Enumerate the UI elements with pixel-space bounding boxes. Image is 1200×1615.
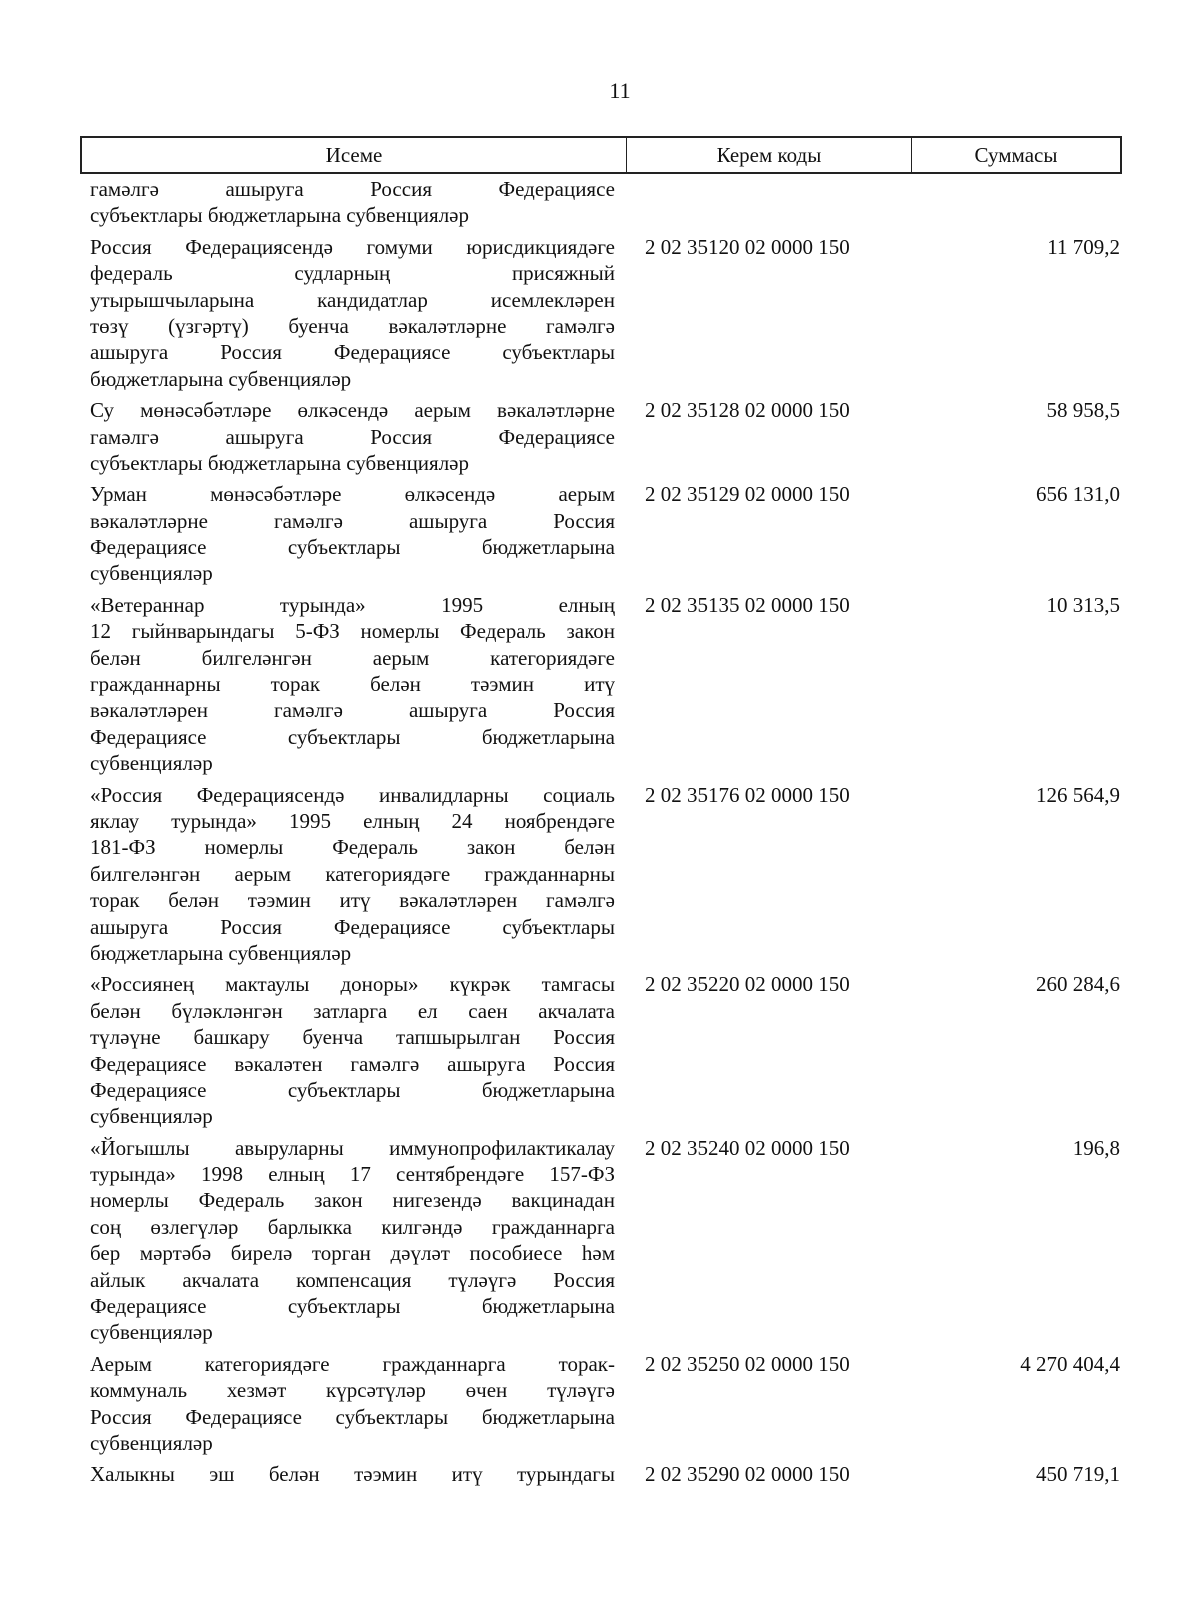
row-sum: 126 564,9	[1036, 782, 1120, 807]
table-row	[90, 176, 1120, 229]
row-name-line: субвенцияләр	[90, 1430, 213, 1455]
row-name-line: билгеләнгән аерым категориядәге гражданнарны	[90, 861, 615, 886]
table-row	[90, 234, 1120, 392]
row-name-line: субъектлары бюджетларына субвенцияләр	[90, 203, 470, 228]
row-name-line: Аерым категориядәге гражданнарга торак-	[90, 1351, 615, 1376]
row-name-line: яклау турында» 1995 елның 24 ноябрендәге	[90, 808, 615, 833]
column-header-code: Керем коды	[627, 138, 912, 172]
row-name-line: «Ветераннар турында» 1995 елның	[90, 592, 615, 617]
row-name-line: Федерациясе субъектлары бюджетларына	[90, 535, 615, 560]
row-name	[90, 481, 615, 587]
row-name-line: Федерациясе субъектлары бюджетларына	[90, 1294, 615, 1319]
row-name	[90, 782, 615, 967]
row-sum: 450 719,1	[1036, 1462, 1120, 1487]
table-body	[90, 176, 1120, 1488]
row-name-line: Халыкны эш белән тәэмин итү турындагы	[90, 1462, 615, 1487]
row-name-line: «Россия Федерациясендә инвалидларны социаль	[90, 782, 615, 807]
row-name-line: номерлы Федераль закон нигезендә вакцинадан	[90, 1188, 615, 1213]
page-number: 11	[609, 78, 631, 103]
table-row	[90, 971, 1120, 1129]
row-sum: 11 709,2	[1047, 234, 1120, 259]
row-name	[90, 1461, 615, 1487]
table-row	[90, 592, 1120, 777]
row-name	[90, 397, 615, 476]
row-name-line: турында» 1998 елның 17 сентябрендәге 157-ФЗ	[90, 1162, 615, 1187]
row-code: 2 02 35250 02 0000 150	[645, 1351, 850, 1376]
row-name	[90, 971, 615, 1129]
table-header	[80, 136, 1122, 174]
row-name-line: белән бүләкләнгән затларга ел саен акчалата	[90, 998, 615, 1023]
row-name-line: төзү (үзгәртү) буенча вәкаләтләрне гамәлгә	[90, 313, 615, 338]
table-row	[90, 1135, 1120, 1346]
row-code: 2 02 35128 02 0000 150	[645, 398, 850, 423]
row-name-line: бюджетларына субвенцияләр	[90, 940, 352, 965]
row-code: 2 02 35120 02 0000 150	[645, 234, 850, 259]
row-name-line: Федерациясе субъектлары бюджетларына	[90, 1077, 615, 1102]
row-name	[90, 176, 615, 229]
row-name	[90, 1135, 615, 1346]
table-row	[90, 1461, 1120, 1487]
row-name-line: 181-ФЗ номерлы Федераль закон белән	[90, 835, 615, 860]
row-code: 2 02 35176 02 0000 150	[645, 782, 850, 807]
row-name-line: ашыруга Россия Федерациясе субъектлары	[90, 914, 615, 939]
table-row	[90, 1351, 1120, 1457]
row-name-line: ашыруга Россия Федерациясе субъектлары	[90, 340, 615, 365]
row-sum: 10 313,5	[1046, 592, 1120, 617]
row-name-line: вәкаләтләрне гамәлгә ашыруга Россия	[90, 508, 615, 533]
row-name-line: гамәлгә ашыруга Россия Федерациясе	[90, 177, 615, 201]
row-sum: 656 131,0	[1036, 482, 1120, 507]
row-sum: 196,8	[1072, 1135, 1120, 1160]
row-name-line: соң өзлегүләр барлыкка килгәндә гражданнарга	[90, 1214, 615, 1239]
row-code: 2 02 35129 02 0000 150	[645, 482, 850, 507]
row-name-line: гражданнарны торак белән тәэмин итү	[90, 672, 615, 697]
row-name-line: «Йогышлы авыруларны иммунопрофилактикалау	[90, 1135, 615, 1160]
row-name-line: Федерациясе вәкаләтен гамәлгә ашыруга Россия	[90, 1051, 615, 1076]
row-name-line: субвенцияләр	[90, 1104, 213, 1129]
row-name	[90, 234, 615, 392]
table-row	[90, 782, 1120, 967]
row-sum: 260 284,6	[1036, 972, 1120, 997]
row-name-line: субвенцияләр	[90, 1320, 213, 1345]
table-row	[90, 397, 1120, 476]
row-name-line: субъектлары бюджетларына субвенцияләр	[90, 450, 470, 475]
column-header-name: Исеме	[82, 138, 627, 172]
row-name-line: коммуналь хезмәт күрсәтүләр өчен түләүгә	[90, 1378, 615, 1403]
row-name-line: вәкаләтләрен гамәлгә ашыруга Россия	[90, 698, 615, 723]
column-header-sum: Суммасы	[974, 142, 1058, 167]
row-code: 2 02 35290 02 0000 150	[645, 1462, 850, 1487]
row-sum: 58 958,5	[1046, 398, 1120, 423]
row-name-line: Россия Федерациясе субъектлары бюджетларына	[90, 1404, 615, 1429]
row-name-line: белән билгеләнгән аерым категориядәге	[90, 645, 615, 670]
row-name-line: «Россиянең мактаулы доноры» күкрәк тамгасы	[90, 972, 615, 997]
row-name-line: Россия Федерациясендә гомуми юрисдикциядәге	[90, 234, 615, 259]
table-row	[90, 481, 1120, 587]
row-name-line: Су мөнәсәбәтләре өлкәсендә аерым вәкаләтләрне	[90, 398, 615, 423]
row-sum: 4 270 404,4	[1020, 1351, 1120, 1376]
row-name-line: Урман мөнәсәбәтләре өлкәсендә аерым	[90, 482, 615, 507]
row-name	[90, 1351, 615, 1457]
row-code: 2 02 35135 02 0000 150	[645, 592, 850, 617]
row-name-line: 12 гыйнварындагы 5-ФЗ номерлы Федераль закон	[90, 619, 615, 644]
row-name-line: федераль судларның присяжный	[90, 261, 615, 286]
row-name-line: бюджетларына субвенцияләр	[90, 366, 352, 391]
row-name-line: субвенцияләр	[90, 751, 213, 776]
row-name-line: бер мәртәбә бирелә торган дәүләт пособиесе һәм	[90, 1241, 615, 1266]
row-name	[90, 592, 615, 777]
row-name-line: утырышчыларына кандидатлар исемлекләрен	[90, 287, 615, 312]
row-name-line: гамәлгә ашыруга Россия Федерациясе	[90, 424, 615, 449]
row-code: 2 02 35240 02 0000 150	[645, 1135, 850, 1160]
row-name-line: түләүне башкару буенча тапшырылган Россия	[90, 1025, 615, 1050]
row-code: 2 02 35220 02 0000 150	[645, 972, 850, 997]
row-name-line: айлык акчалата компенсация түләүгә Россия	[90, 1267, 615, 1292]
row-name-line: субвенцияләр	[90, 561, 213, 586]
row-name-line: Федерациясе субъектлары бюджетларына	[90, 724, 615, 749]
row-name-line: торак белән тәэмин итү вәкаләтләрен гамәлгә	[90, 888, 615, 913]
